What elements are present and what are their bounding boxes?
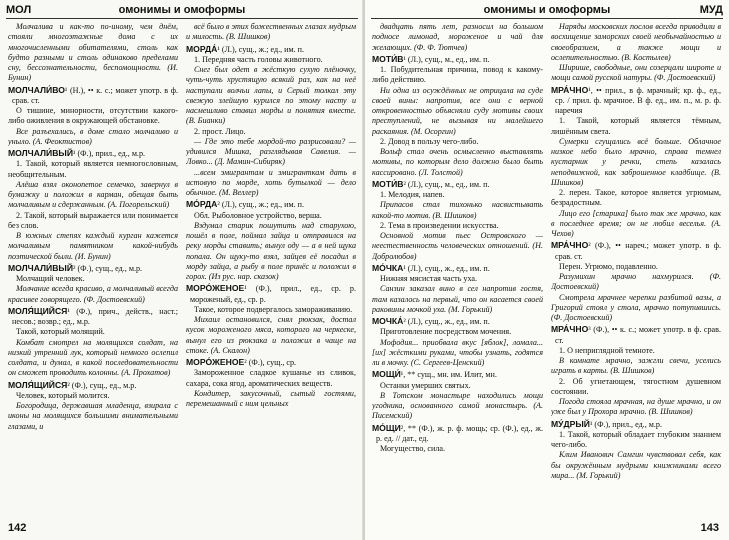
dictionary-headword-entry [186, 199, 356, 210]
grammar-note: ¹ (Л.), сущ., ж., ед., им. п. [403, 263, 490, 273]
definition: Такое, которое подвергалось замораживанию. [194, 304, 353, 314]
grammar-note: ² (Л.), сущ., ж.; ед., им. п. [217, 200, 305, 210]
usage-example: Михаил остановился, снял рюкзак, достал кусок мороженого мяса, которого на черкеске, вынул его из рюкзака и положил в чаще на стоке. (А. Скалон) [186, 315, 356, 355]
definition: 2. прост. Лицо. [194, 126, 246, 136]
grammar-note: ¹ (Л.), сущ., ж.; ед., им. п. [217, 44, 305, 54]
grammar-note: ¹ (Ф.), прил., ед., ср. р. мороженый, ед., ср. р. [190, 284, 356, 304]
right-column-1 [372, 22, 543, 518]
dictionary-headword-entry [8, 306, 178, 328]
definition: 1. Такой, который является немногословным, необщительным. [8, 159, 178, 179]
definition: Останки умерших святых. [380, 380, 471, 390]
left-page-number: 142 [8, 522, 27, 534]
headword: МУ́ДРЫЙ [551, 418, 590, 429]
definition: 2. Довод в пользу чего-либо. [380, 136, 479, 146]
headword: МОТИ́В [372, 178, 404, 189]
definition: Могущество, сила. [380, 444, 446, 453]
dictionary-headword-entry [372, 423, 543, 445]
usage-example: Мофодия... приобвала вкус [яблок], ломала... [их] жёсткими руками, чтобы узнать, годятся ли в мочку. (С. Сергеев-Ценский) [372, 337, 543, 367]
headword: МО́ЧКА [372, 262, 404, 273]
grammar-note: ² (Ф.), сущ., ед., м.р. [73, 263, 143, 273]
dictionary-headword-entry [372, 369, 543, 380]
definition: Обл. Рыболовное устройство, верша. [194, 210, 322, 220]
usage-example: Наряды московских послов всегда приводили в восхищение заморских своей необычайностью и своеобразием, а также мощи и ослепительностью. (В. Костылев) [551, 22, 721, 62]
dictionary-headword-entry [551, 240, 721, 262]
grammar-note: ¹ (Ф.), прич., действ., наст.; несов.; возвр.; ед., м.р. [12, 306, 178, 326]
usage-example: Богородица, державшая младенца, взирала с иконы на молящихся большими внимательными глазами, и [8, 401, 178, 431]
usage-example: Основной мотив пьес Островского — неестественность человеческих отношений. (Н. Добролюбов) [372, 231, 543, 261]
headword: МОРДА́ [186, 43, 218, 54]
dictionary-headword-entry [186, 283, 356, 305]
dictionary-headword-entry [8, 148, 178, 159]
grammar-note: ² (Ф.), сущ., ед., м.р. [67, 380, 137, 390]
grammar-note: ² (Л.), сущ., м., ед., им. п. [403, 179, 490, 189]
dictionary-headword-entry [372, 179, 543, 190]
usage-example: двадцать пять лет, разносил на большом подносе лимонад, мороженое и чай для желающих. (Ф. Ф. Тютчев) [372, 22, 543, 52]
usage-example: Припасов стал тихонько насвистывать какой-то мотив. (В. Шишков) [372, 200, 543, 220]
usage-example: Ширише, свободные, они созерцали широте и мощи самой русской натуры. (Ф. Достоевский) [551, 63, 721, 83]
headword: МРА́ЧНО [551, 240, 589, 251]
definition: Такой, который молящий. [16, 327, 105, 337]
usage-example: всё было в этих божественных глазах мудрым и милость. (В. Шишков) [186, 22, 356, 42]
usage-example: Молчание всегда красиво, а молчаливый всегда красивее говорящего. (Ф. Достоевский) [8, 284, 178, 304]
usage-example: Молчалива и как-то по-иному, чем днём, стояли многоэтажные дома с их многочисленными обитателями, столь как будто разными и столь одинаково пределами сну, бессознательности, беспомощности. (И. Бунин) [8, 22, 178, 83]
grammar-note: ² (Л.), сущ., ж., ед., им. п. [403, 317, 490, 326]
definition: 1. Побудительная причина, повод к какому-либо действию. [372, 65, 543, 85]
grammar-note: ² (Ф.), сущ., ср. [244, 358, 297, 367]
grammar-note: ¹ (Н.), •• к. с.; может употр. в ф. срав. ст. [12, 85, 178, 105]
headword: МОЛЯ́ЩИЙСЯ [8, 379, 68, 390]
usage-example: В Тотском монастыре находились мощи угодника, основанного самой монастырь. (А. Писемский) [372, 390, 543, 421]
grammar-note: ¹ (Ф.), прил., ед., м.р. [73, 149, 146, 158]
definition: 1. Передняя часть головы животного. [194, 54, 323, 64]
left-section-title: омонимы и омоформы [118, 4, 246, 16]
usage-example: Лицо его [старика] было так же мрачно, как в последнее время; он не любил веселья. (А. Чехов) [551, 208, 721, 238]
grammar-note: ² (Ф.), •• нареч.; может употр. в ф. срав. ст. [555, 241, 721, 261]
dictionary-headword-entry [372, 316, 543, 327]
headword: МОЩИ́ [372, 369, 401, 380]
headword: МОЧКА́ [372, 316, 404, 326]
definition: 2. Тема в произведении искусства. [380, 220, 499, 230]
right-page-number: 143 [700, 522, 719, 534]
definition: 1. Такой, который обладает глубоким знанием чего-либо. [551, 429, 721, 449]
usage-example: Ни одна из осуждённых не отрицала на суде своей вины: напротив, все они с верной откровенностью объясняли суду мотивы своих преступлений, не вызывая ни малейшего раскаяния. (М. Осоргин) [372, 85, 543, 136]
usage-example: Сумерки сгущались всё больше. Облачное низкое небо было мрачно, справа темнел кустарник у речки, степь казалась неподвижной, как заброшенное кладбище. (В. Шишков) [551, 136, 721, 187]
usage-example: Вольф стал очень осмысленно выставлять мотивы, по которым дело должно было быть кассировано. (Л. Толстой) [372, 147, 543, 177]
left-running-header [6, 3, 358, 19]
headword: МОЛЧАЛИ́ВЫЙ [8, 148, 74, 158]
right-page [365, 0, 729, 540]
usage-example: Все разъехались, в доме стало молчаливо и уныло. (А. Феоктистов) [8, 126, 178, 146]
definition: Приготовление посредством мочения. [380, 327, 512, 337]
right-column-2 [551, 22, 721, 518]
dictionary-headword-entry [551, 419, 721, 430]
definition: Перен. Угрюмо, подавленно. [559, 261, 658, 271]
definition: 2. перен. Такое, которое является угрюмым, безрадостным. [551, 188, 721, 208]
usage-example: Кондитер, закусочный, сытый гостями, перемешанный с ним цельных [186, 388, 356, 408]
left-column-1 [8, 22, 178, 518]
dictionary-headword-entry [8, 380, 178, 391]
left-guide-word: МОЛ [6, 4, 32, 16]
headword: МОТИ́В [372, 53, 404, 64]
right-guide-word: МУД [699, 4, 723, 16]
definition: 2. Такой, который выражается или понимается без слов. [8, 210, 178, 230]
usage-example: Снег был одет в жёсткую сухую плёночку, чуть-чуть хрустящую всякий раз, как на неё наступали волчьи лапы, и Серый толкал эту свежую злейшую курился по этому насту и насмешливо ставил морды и понятия вместе. (В. Бианки) [186, 65, 356, 126]
headword: МОЛЧАЛИ́ВО [8, 84, 65, 95]
usage-example: — Где это тебе мордой-то разрисовали? — удивился Мишка, разглядывая Савелия. — Ловко... (Д. Мамин-Сибиряк) [186, 136, 356, 167]
usage-example: Погода стояла мрачная, на душе мрачно, и он уже был у Прохора мрачно. (В. Шишков) [551, 397, 721, 417]
grammar-note: ¹, ** сущ., мн. им. Илит, мн. [400, 370, 497, 380]
definition: Нижняя мясистая часть уха. [380, 274, 478, 283]
headword: МО́РДА [186, 199, 218, 210]
grammar-note: ¹, •• прил., в ф. мрачный; кр. ф., ед., ср. / прил. ф. мрачное. В ф. ед., им. п., м. р. ф. наречия [555, 85, 721, 115]
usage-example: Вздумал старик пошутить над старухою, пошёл в поле, поймал зайца и отправился на реку морды ставить; вынул оду — а в ней щука попала. Он щуку-то взял, зайцев её посадил в морду зайца, а рыбу в поле принёс и положил в горох. (Из рус. нар. сказок) [186, 220, 356, 281]
definition: Замороженное сладкое кушанье из сливок, сахара, сока ягод, ароматических веществ. [186, 368, 356, 388]
usage-example: В комнате мрачно, зажгли свечи, уселись играть в карты. (В. Шишков) [551, 356, 721, 376]
usage-example: ...всем эмигрантам и эмигранткам дать в истовую по морде, хоть бутылкой — дело обычное. (М. Веллер) [186, 167, 356, 197]
dictionary-headword-entry [186, 357, 356, 368]
usage-example: Алёша взял оконопетое семечко, завернул в бумажку и положил в карман, обещая быть молчаливым и сдержанным. (А. Погорельский) [8, 179, 178, 210]
right-section-title: омонимы и омоформы [483, 4, 611, 16]
headword: МОРО́ЖЕНОЕ [186, 357, 245, 367]
usage-example: Комбат смотрел на молящихся солдат, на низкий утренний лук, который немного ослепил солдата, и думал, в какой последовательности он сможет проводить колонны. (А. Прохатов) [8, 337, 178, 378]
dictionary-headword-entry [551, 85, 721, 117]
grammar-note: ², ** (Ф.), ж. р. ф. мощь; ср. (Ф.), ед., ж. р. ед. // дат., ед. [376, 423, 543, 443]
headword: МОЛЧАЛИ́ВЫЙ [8, 262, 74, 273]
usage-example: Клим Иванович Самгин чувствовал себя, как бы окружённым мудрыми книжниками всего мира... (М. Горький) [551, 450, 721, 480]
usage-example: В южных степях каждый курган кажется молчаливым памятником какой-нибудь поэтической были. (И. Бунин) [8, 231, 178, 261]
definition: 2. Об угнетающем, тягостном душевном состоянии. [551, 376, 721, 396]
definition: 1. Такой, который является тёмным, лишённым света. [551, 116, 721, 136]
definition: О тишине, минорности, отсутствии какого-либо оживления в окружающей обстановке. [8, 106, 178, 126]
dictionary-headword-entry [551, 324, 721, 346]
headword: МРА́ЧНО [551, 84, 589, 95]
definition: Молчащий человек. [16, 274, 85, 283]
left-column-2 [186, 22, 356, 518]
right-running-header [371, 3, 723, 19]
headword: МОРО́ЖЕНОЕ [186, 283, 245, 294]
usage-example: Смотрела мрачнее черепки разбитой вазы, а Григорий стоял у стола, мрачно потупившись. (Ф. Достоевский) [551, 292, 721, 322]
dictionary-headword-entry [372, 54, 543, 65]
grammar-note: ¹ (Ф.), прил., ед., м.р. [589, 419, 662, 429]
definition: 1. Мелодия, напев. [380, 190, 445, 199]
dictionary-headword-entry [372, 263, 543, 274]
dictionary-headword-entry [8, 85, 178, 107]
usage-example: Разумихин мрачно нахмурился. (Ф. Достоевский) [551, 272, 721, 292]
left-page [0, 0, 364, 540]
headword: МО́ЩИ [372, 422, 401, 433]
headword: МОЛЯ́ЩИЙСЯ [8, 305, 68, 316]
dictionary-headword-entry [8, 263, 178, 274]
grammar-note: ³ (Ф.), •• к. с.; может употр. в ф. срав. ст. [555, 325, 721, 345]
definition: Человек, который молится. [16, 390, 110, 400]
grammar-note: ¹ (Л.), сущ., м., ед., им. п. [403, 54, 490, 64]
usage-example: Санзин заказал вино в сел напротив гостя, там казалось на первый, что он касается своей раковины мочкой уха. (М. Горький) [372, 284, 543, 314]
definition: 1. О неприглядной темноте. [559, 345, 655, 355]
dictionary-headword-entry [186, 44, 356, 55]
headword: МРА́ЧНО [551, 324, 589, 335]
